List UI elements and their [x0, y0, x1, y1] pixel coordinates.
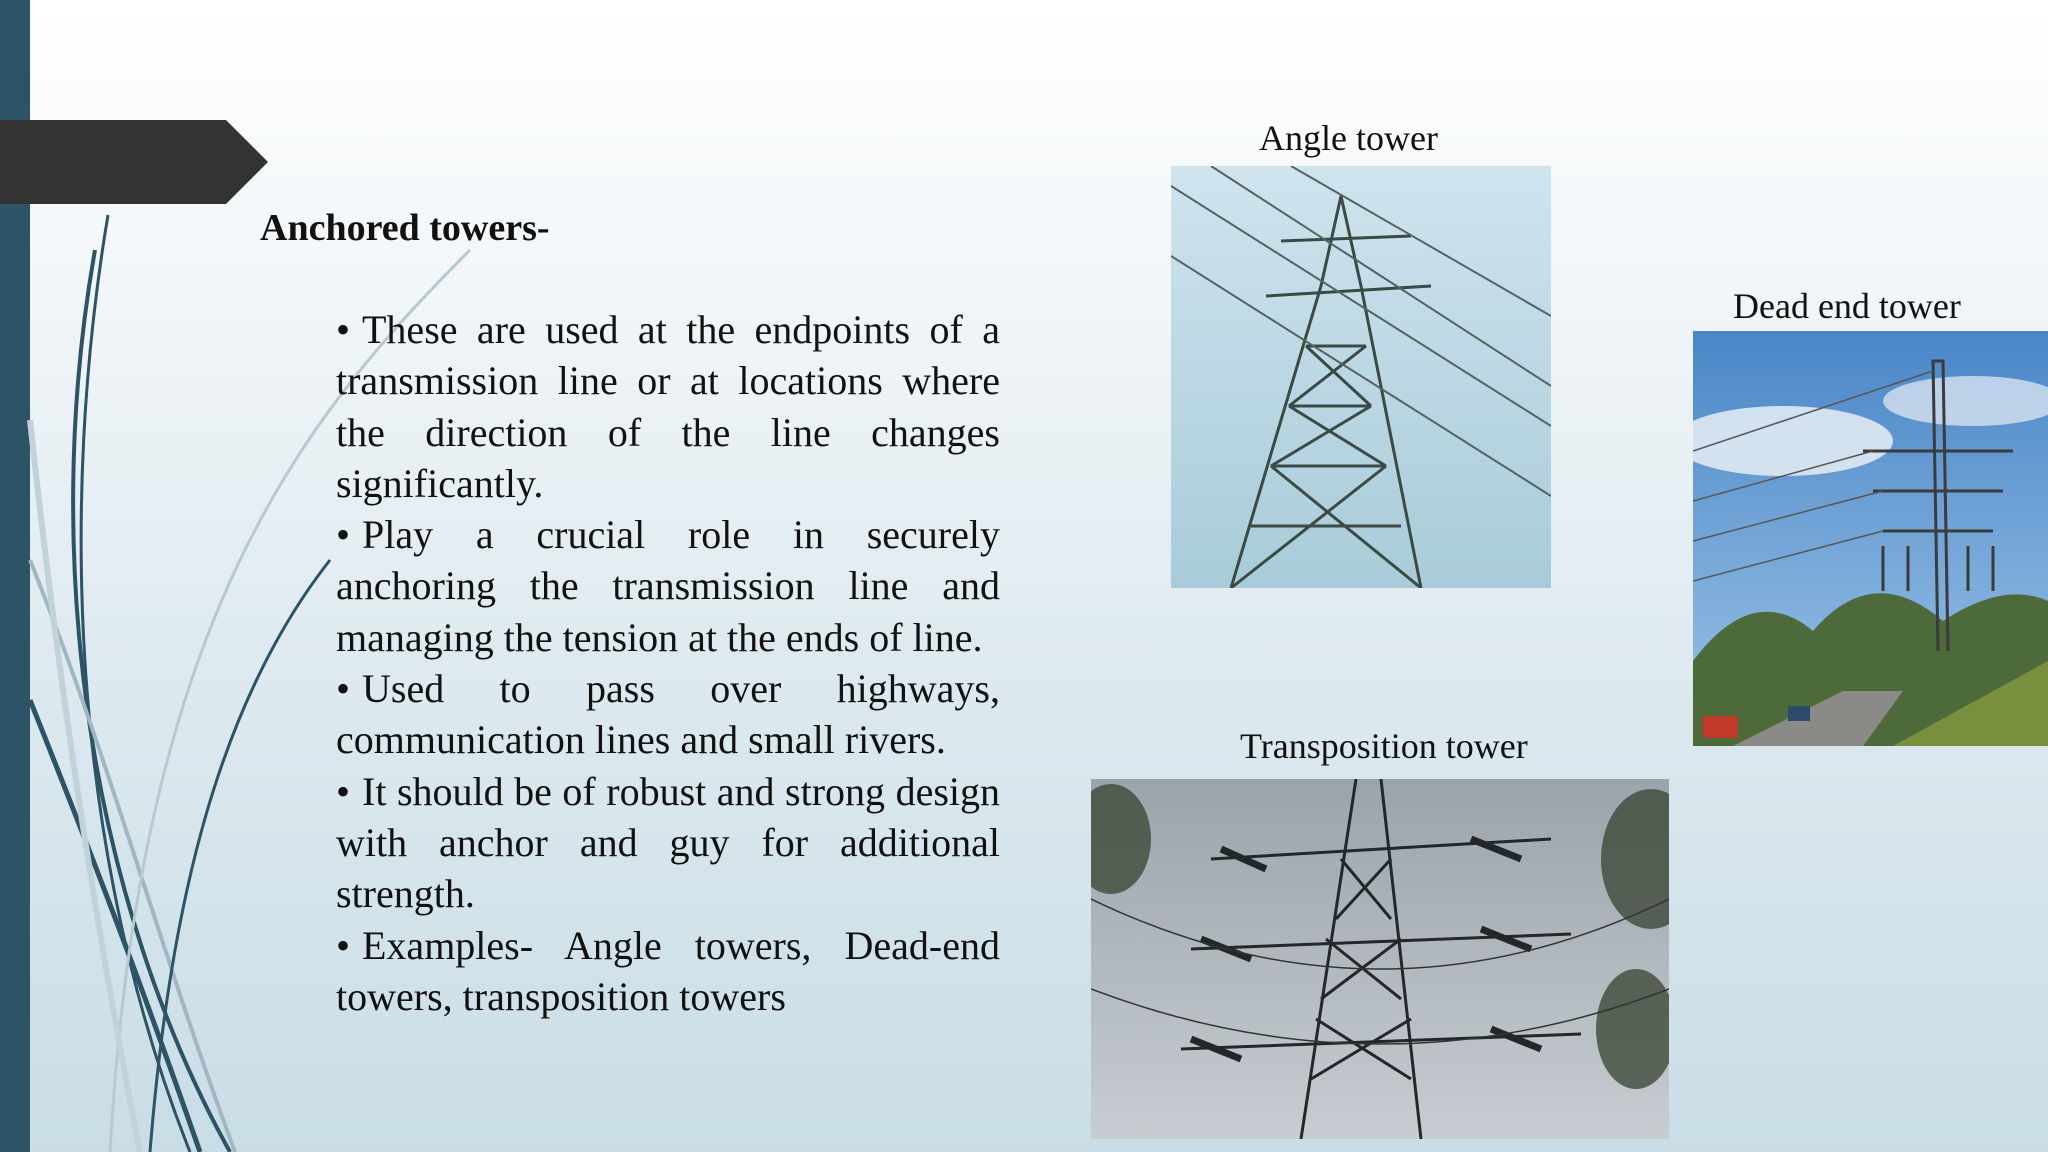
bullet-text: Examples- Angle towers, Dead-end towers, transposition towers — [336, 922, 1000, 1019]
bullet-marker: • — [336, 307, 351, 352]
slide-heading: Anchored towers- — [260, 207, 550, 249]
bullet-marker: • — [336, 768, 351, 814]
bullet-text: Play a crucial role in securely anchoring the transmission line and managing the tension at the ends of line. — [336, 512, 1000, 660]
transposition-tower-caption: Transposition tower — [1240, 726, 1528, 766]
bullet-list — [336, 304, 1000, 1022]
bullet-item — [336, 766, 1000, 920]
bullet-item — [336, 920, 1000, 1023]
dead-end-tower-photo — [1693, 331, 2048, 746]
transposition-tower-photo — [1091, 779, 1669, 1139]
angle-tower-photo — [1171, 166, 1551, 588]
bullet-marker: • — [336, 922, 351, 968]
bullet-text: It should be of robust and strong design with anchor and guy for additional strength. — [336, 768, 1000, 917]
bullet-marker: • — [336, 512, 351, 558]
title-tab — [0, 120, 268, 204]
bullet-item — [336, 663, 1000, 766]
bullet-text: These are used at the endpoints of a transmission line or at locations where the direction of the line changes significantly. — [336, 307, 1000, 506]
angle-tower-caption: Angle tower — [1259, 118, 1438, 158]
bullet-item — [336, 509, 1000, 663]
dead-end-tower-caption: Dead end tower — [1733, 286, 1961, 326]
bullet-marker: • — [336, 666, 351, 712]
bullet-item — [336, 304, 1000, 509]
bullet-text: Used to pass over highways, communication lines and small rivers. — [336, 666, 1000, 763]
